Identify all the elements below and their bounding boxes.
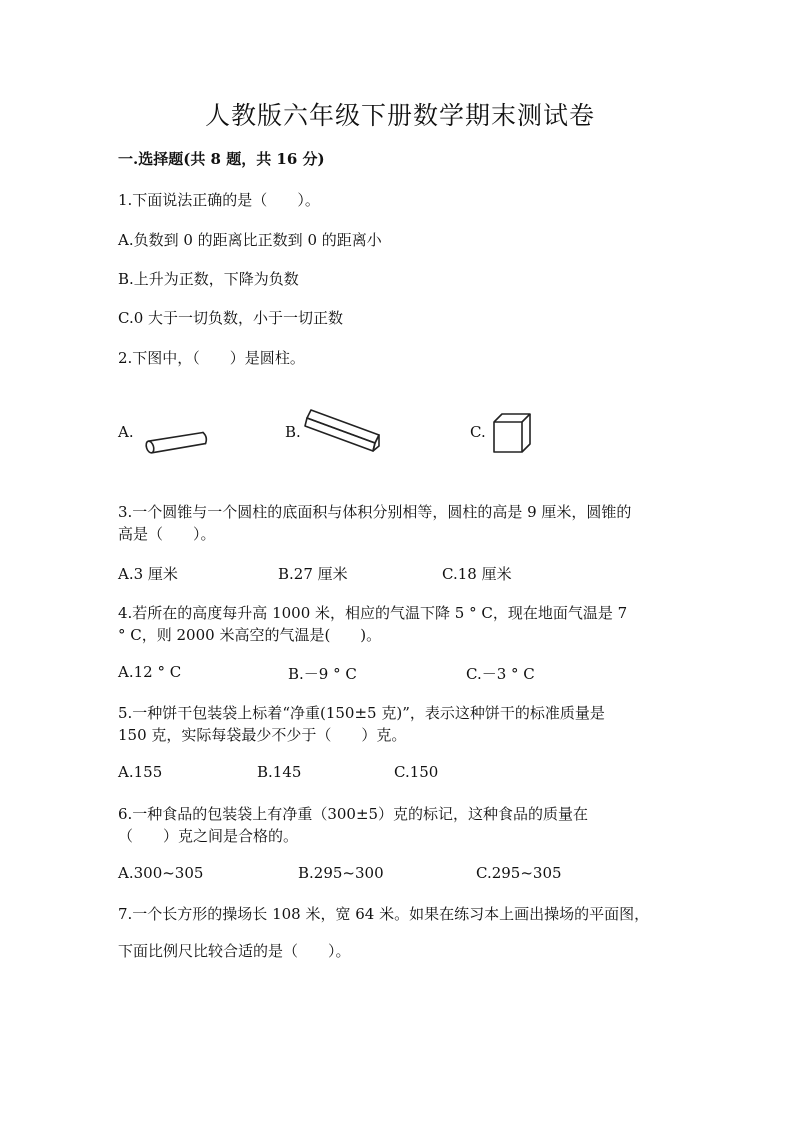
- question-7-stem-line-2: 下面比例尺比较合适的是（ ）。: [118, 942, 351, 960]
- question-2-option-c: C.: [470, 423, 486, 441]
- question-2-option-a: A.: [118, 423, 134, 441]
- cylinder-rod-figure: [142, 428, 212, 458]
- question-1-option-a: A.负数到 0 的距离比正数到 0 的距离小: [118, 231, 382, 249]
- question-3-option-b: B.27 厘米: [278, 565, 348, 583]
- question-1-option-b: B.上升为正数，下降为负数: [118, 270, 299, 288]
- question-5-option-c: C.150: [394, 763, 439, 781]
- section-heading: 一.选择题(共 8 题，共 16 分): [118, 150, 325, 168]
- question-6-stem-line-1: 6.一种食品的包装袋上有净重（300±5）克的标记，这种食品的质量在: [118, 805, 589, 823]
- question-7-stem-line-1: 7.一个长方形的操场长 108 米，宽 64 米。如果在练习本上画出操场的平面图，: [118, 905, 650, 923]
- question-3-option-a: A.3 厘米: [118, 565, 178, 583]
- question-5-option-b: B.145: [257, 763, 302, 781]
- question-6-option-a: A.300~305: [118, 864, 204, 882]
- question-3-stem-line-2: 高是（ ）。: [118, 525, 216, 543]
- question-4-stem-line-1: 4.若所在的高度每升高 1000 米，相应的气温下降 5 ° C，现在地面气温是 7: [118, 604, 628, 622]
- question-1-option-c: C.0 大于一切负数，小于一切正数: [118, 309, 344, 327]
- question-2-stem: 2.下图中，（ ）是圆柱。: [118, 349, 305, 367]
- question-1-stem: 1.下面说法正确的是（ ）。: [118, 191, 320, 209]
- triangular-prism-figure: [305, 408, 385, 456]
- question-6-stem-line-2: （ ）克之间是合格的。: [118, 827, 299, 845]
- question-4-option-a: A.12 ° C: [118, 663, 182, 681]
- question-4-stem-line-2: ° C，则 2000 米高空的气温是( )。: [118, 626, 382, 644]
- question-4-option-c: C.－3 ° C: [466, 665, 535, 683]
- question-4-option-b: B.－9 ° C: [288, 665, 357, 683]
- page-title: 人教版六年级下册数学期末测试卷: [204, 101, 595, 130]
- cube-figure: [492, 412, 534, 454]
- question-5-stem-line-2: 150 克，实际每袋最少不少于（ ）克。: [118, 726, 407, 744]
- question-5-stem-line-1: 5.一种饼干包装袋上标着“净重(150±5 克)”，表示这种饼干的标准质量是: [118, 704, 605, 722]
- question-5-option-a: A.155: [118, 763, 163, 781]
- question-2-option-b: B.: [285, 423, 301, 441]
- question-3-stem-line-1: 3.一个圆锥与一个圆柱的底面积与体积分别相等，圆柱的高是 9 厘米，圆锥的: [118, 503, 632, 521]
- question-6-option-c: C.295~305: [476, 864, 562, 882]
- question-3-option-c: C.18 厘米: [442, 565, 512, 583]
- question-6-option-b: B.295~300: [298, 864, 384, 882]
